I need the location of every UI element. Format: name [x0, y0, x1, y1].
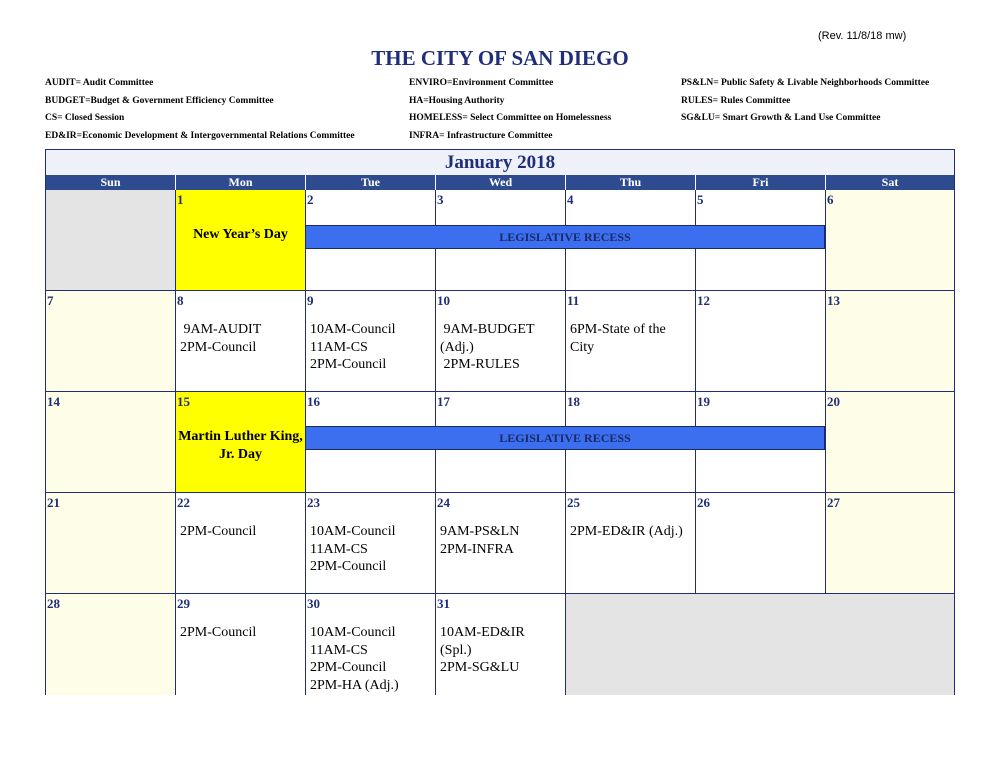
- days-of-week-header: [46, 175, 954, 190]
- event-list: [180, 523, 303, 541]
- day-number: 1: [177, 192, 184, 207]
- event-entry: 10AM-Council: [310, 524, 396, 539]
- legend-item: CS= Closed Session: [45, 113, 125, 123]
- legend-item: ENVIRO=Environment Committee: [409, 78, 554, 88]
- day-cell[interactable]: [46, 493, 176, 594]
- event-entry: 9AM-PS&LN: [440, 524, 520, 539]
- day-of-week-sat: Sat: [826, 175, 954, 190]
- day-number: 12: [697, 293, 710, 308]
- day-number: 8: [177, 293, 184, 308]
- event-entry: 9AM-BUDGET: [440, 322, 535, 337]
- event-entry: 2PM-SG&LU: [440, 660, 520, 675]
- legend-item: PS&LN= Public Safety & Livable Neighborhoods Committee: [681, 78, 930, 88]
- day-cell[interactable]: [46, 594, 176, 695]
- legislative-recess-bar: LEGISLATIVE RECESS: [305, 426, 825, 450]
- legend-item: AUDIT= Audit Committee: [45, 78, 154, 88]
- day-cell[interactable]: [176, 392, 306, 493]
- revision-note: (Rev. 11/8/18 mw): [818, 30, 907, 42]
- day-cell[interactable]: [306, 291, 436, 392]
- day-number: 2: [307, 192, 314, 207]
- event-entry: 2PM-Council: [310, 660, 387, 675]
- day-number: 6: [827, 192, 834, 207]
- day-number: 31: [437, 596, 450, 611]
- event-entry: 2PM-INFRA: [440, 541, 514, 557]
- day-cell[interactable]: [696, 291, 826, 392]
- day-number: 23: [307, 495, 320, 510]
- day-cell[interactable]: [826, 190, 954, 291]
- day-cell[interactable]: [46, 392, 176, 493]
- day-cell[interactable]: [436, 291, 566, 392]
- event-entry: 2PM-Council: [310, 357, 387, 372]
- day-number: 15: [177, 394, 190, 409]
- day-cell[interactable]: [306, 493, 436, 594]
- legend-item: HA=Housing Authority: [409, 95, 505, 106]
- day-cell[interactable]: [436, 594, 566, 695]
- event-entry: 2PM-Council: [180, 524, 257, 539]
- day-of-week-sun: Sun: [46, 175, 176, 190]
- event-list: [570, 523, 693, 541]
- day-number: 24: [437, 495, 450, 510]
- holiday-name: New Year’s Day: [193, 227, 288, 242]
- day-cell[interactable]: [176, 291, 306, 392]
- event-entry: 2PM-RULES: [440, 357, 520, 372]
- day-number: 7: [47, 293, 54, 308]
- day-number: 10: [437, 293, 450, 308]
- day-cell[interactable]: [566, 291, 696, 392]
- event-entry: 2PM-ED&IR (Adj.): [570, 524, 683, 539]
- day-number: 19: [697, 394, 710, 409]
- day-number: 16: [307, 394, 320, 409]
- legend-column: [45, 77, 355, 147]
- day-number: 17: [437, 394, 450, 409]
- day-cell[interactable]: [826, 493, 954, 594]
- calendar-week: [46, 291, 954, 392]
- event-entry: 6PM-State of the: [570, 322, 666, 337]
- event-list: [180, 321, 303, 356]
- event-entry: 10AM-Council: [310, 625, 396, 640]
- day-of-week-thu: Thu: [566, 175, 696, 190]
- day-cell[interactable]: [566, 493, 696, 594]
- empty-day-cell: [46, 190, 176, 291]
- event-list: [310, 523, 433, 576]
- day-number: 28: [47, 596, 60, 611]
- event-entry: 10AM-Council: [310, 322, 396, 337]
- legend-item: BUDGET=Budget & Government Efficiency Committee: [45, 95, 274, 106]
- calendar-week: [46, 493, 954, 594]
- day-cell[interactable]: [306, 594, 436, 695]
- day-cell[interactable]: [176, 594, 306, 695]
- event-entry: (Adj.): [440, 339, 474, 355]
- legend-item: HOMELESS= Select Committee on Homelessness: [409, 113, 612, 123]
- day-number: 4: [567, 192, 574, 207]
- day-cell[interactable]: [176, 493, 306, 594]
- event-entry: 11AM-CS: [310, 541, 368, 557]
- calendar-week: [46, 594, 954, 695]
- empty-day-cell: [566, 594, 954, 695]
- day-number: 26: [697, 495, 710, 510]
- day-number: 18: [567, 394, 580, 409]
- event-entry: (Spl.): [440, 642, 472, 658]
- event-list: [310, 624, 433, 694]
- event-list: [180, 624, 303, 642]
- day-of-week-fri: Fri: [696, 175, 826, 190]
- event-entry: 9AM-AUDIT: [180, 322, 262, 337]
- day-of-week-mon: Mon: [176, 175, 306, 190]
- event-entry: 2PM-HA (Adj.): [310, 677, 399, 693]
- event-entry: 2PM-Council: [180, 339, 257, 355]
- day-number: 30: [307, 596, 320, 611]
- day-number: 27: [827, 495, 840, 510]
- legend-item: SG&LU= Smart Growth & Land Use Committee: [681, 113, 881, 123]
- committee-legend: [45, 77, 965, 147]
- event-entry: 10AM-ED&IR: [440, 625, 525, 640]
- day-number: 20: [827, 394, 840, 409]
- day-cell[interactable]: [826, 392, 954, 493]
- day-number: 5: [697, 192, 704, 207]
- day-of-week-tue: Tue: [306, 175, 436, 190]
- event-list: [440, 321, 563, 374]
- legislative-recess-bar: LEGISLATIVE RECESS: [305, 225, 825, 249]
- day-number: 29: [177, 596, 190, 611]
- day-cell[interactable]: [436, 493, 566, 594]
- event-entry: 2PM-Council: [180, 625, 257, 640]
- legend-item: INFRA= Infrastructure Committee: [409, 130, 553, 141]
- holiday-name: Martin Luther King, Jr. Day: [178, 429, 303, 462]
- event-entry: City: [570, 339, 595, 355]
- legend-column: [681, 77, 929, 130]
- day-number: 25: [567, 495, 580, 510]
- event-list: [570, 321, 693, 356]
- day-number: 11: [567, 293, 580, 308]
- legend-item: RULES= Rules Committee: [681, 95, 791, 106]
- day-number: 13: [827, 293, 840, 308]
- legend-column: [409, 77, 611, 147]
- day-cell[interactable]: [826, 291, 954, 392]
- event-entry: 2PM-Council: [310, 559, 387, 574]
- day-number: 22: [177, 495, 190, 510]
- day-cell[interactable]: [696, 493, 826, 594]
- event-list: [440, 523, 563, 558]
- legend-item: ED&IR=Economic Development & Intergovernmental Relations Committee: [45, 130, 355, 141]
- event-entry: 11AM-CS: [310, 339, 368, 355]
- event-list: [440, 624, 563, 677]
- day-number: 14: [47, 394, 60, 409]
- day-of-week-wed: Wed: [436, 175, 566, 190]
- event-entry: 11AM-CS: [310, 642, 368, 658]
- day-number: 3: [437, 192, 444, 207]
- day-cell[interactable]: [176, 190, 306, 291]
- event-list: [310, 321, 433, 374]
- calendar: [45, 149, 955, 695]
- day-number: 21: [47, 495, 60, 510]
- page-title: THE CITY OF SAN DIEGO: [371, 46, 629, 70]
- day-number: 9: [307, 293, 314, 308]
- day-cell[interactable]: [46, 291, 176, 392]
- month-title: January 2018: [46, 150, 954, 175]
